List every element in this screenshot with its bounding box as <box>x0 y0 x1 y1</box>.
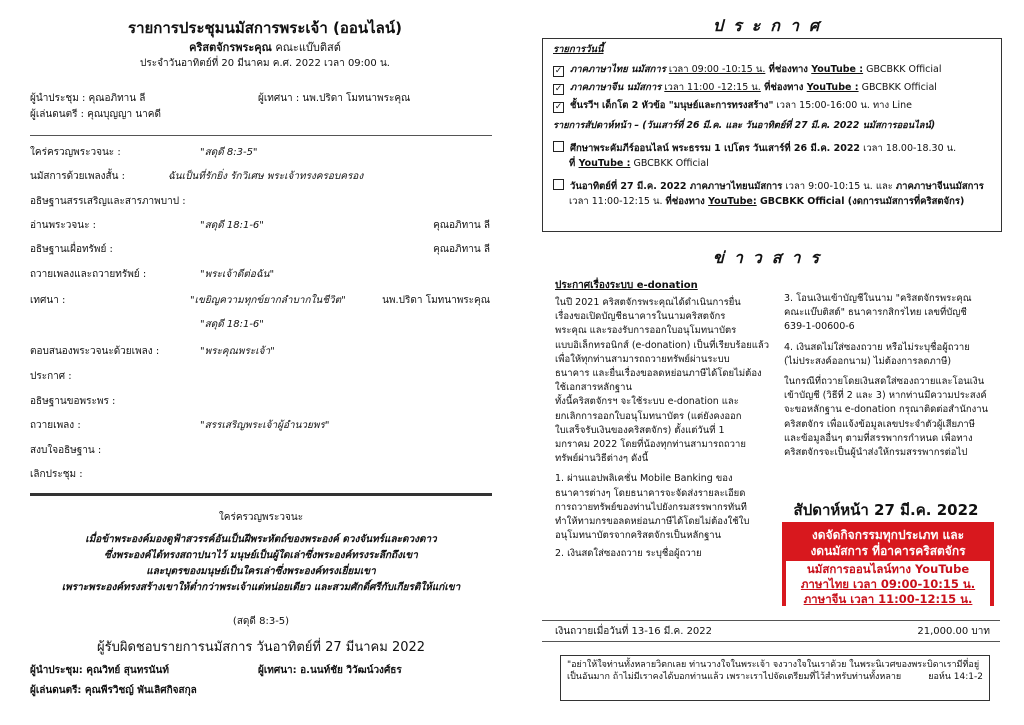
today-item <box>553 63 993 77</box>
notice-online: นมัสการออนไลน์ทาง YouTube <box>806 562 970 576</box>
unchecked-box-icon <box>553 141 564 152</box>
church-name-bold: คริสตจักรพระคุณ <box>189 41 272 54</box>
church-name-suffix: คณะแบ๊บติสต์ <box>271 41 341 54</box>
order-row <box>30 395 490 409</box>
today-item-via: ที่ช่องทาง <box>765 64 812 75</box>
next-item <box>553 141 993 156</box>
edonation-text-line: 639-1-00600-6 <box>784 321 855 333</box>
order-item-detail: ฉันเป็นที่รักยิ่ง รักวิเศษ พระเจ้าทรงครอบครอง <box>168 171 364 182</box>
edonation-text-line: 2. เงินสดใส่ซองถวาย ระบุชื่อผู้ถวาย <box>555 548 702 560</box>
next-leader: ผู้นำประชุม: คุณวิทย์ สุนทรนันท์ <box>30 665 169 676</box>
edonation-column-2 <box>784 292 998 460</box>
order-item-person: คุณอภิทาน ลี <box>433 220 490 231</box>
order-item-detail: "พระคุณพระเจ้า" <box>200 346 275 357</box>
order-item-detail: "สดุดี 8:3-5" <box>200 147 258 158</box>
church-name <box>40 38 490 56</box>
edonation-text-line: เพื่อให้ทุกท่านสามารถถวายทรัพย์ผ่านระบบ <box>555 353 730 365</box>
order-item-label: สงบใจอธิษฐาน : <box>30 445 102 456</box>
order-item-label: ใคร่ครวญพระวจนะ : <box>30 147 121 158</box>
edonation-text-line: ในปี 2021 คริสตจักรพระคุณได้ดำเนินการยื่น <box>555 297 741 308</box>
next-item-line <box>569 157 1009 171</box>
edonation-text-line: ธนาคาร และยื่นเรื่องขอลดหย่อนภาษีได้โดยไม่ต้อง <box>555 368 762 380</box>
edonation-text-line: (ไม่ประสงค์ออกนาม) ไม่ต้องการลดภาษี) <box>784 355 952 367</box>
notice-line: งดจัดกิจกรรมทุกประเภท และ <box>811 528 965 542</box>
order-item-person: คุณอภิทาน ลี <box>433 244 490 255</box>
divider <box>542 641 1000 642</box>
checked-box-icon: ✓ <box>554 66 563 76</box>
next-week-heading: ผู้รับผิดชอบรายการนมัสการ วันอาทิตย์ที่ 27 มีนาคม 2022 <box>96 640 426 655</box>
order-item-label: เลิกประชุม : <box>30 469 83 480</box>
today-item-via: ที่ช่องทาง <box>760 82 807 93</box>
order-item-label: อธิษฐานขอพระพร : <box>30 396 116 407</box>
leader-label: ผู้นำประชุม : คุณอภิทาน ลี <box>30 93 146 104</box>
edonation-text-line: ทำให้ทามกรขอลดหย่อนภาษีได้โดยไม่ต้องใช้ใบ <box>555 516 750 528</box>
edonation-text-line: อนุโมทนาบัตรจากคริสตจักรเป็นหลักฐาน <box>555 530 722 542</box>
checked-box-icon: ✓ <box>554 102 563 112</box>
divider <box>542 620 1000 621</box>
next-item-title: ศึกษาพระคัมภีร์ออนไลน์ พระธรรม 1 เปโตร วันเสาร์ที่ 26 มี.ค. 2022 <box>570 143 861 154</box>
next-item-youtube: YouTube : <box>578 158 631 169</box>
edonation-text-line: ธนาคารต่างๆ โดยธนาคารจะจัดส่งรายละเอียด <box>555 487 746 499</box>
today-item <box>553 99 993 113</box>
next-week-date: สัปดาห์หน้า 27 มี.ค. 2022 <box>793 501 979 519</box>
order-item-person: นพ.ปริดา โมทนาพระคุณ <box>382 295 490 306</box>
leader-row <box>30 92 490 106</box>
today-item-title: ภาคภาษาไทย นมัสการ <box>570 64 666 75</box>
edonation-text-line: ใบเสร็จรับเงินของคริสตจักร) ตั้งแต่วันที่ 1 <box>555 424 725 436</box>
order-row <box>30 243 490 257</box>
order-row <box>30 195 490 209</box>
bottom-verse-text: "อย่าให้ใจท่านทั้งหลายวิตกเลย ท่านวางใจในพระเจ้า จงวางใจในเราด้วย ในพระนิเวศของพระบิดาเรามีที่อยู่เป็นอันมาก ถ้าไม่มีเราคงได้บอกท่านแล้ว เพราะเราไปจัดเตรียมที่ไว้สำหรับท่านทั้งหลาย <box>567 660 980 682</box>
order-row <box>30 419 490 433</box>
next-item-time: เวลา 18.00-18.30 น. <box>860 143 957 154</box>
order-item-label: นมัสการด้วยเพลงสั้น : <box>30 171 126 182</box>
order-row <box>30 268 490 282</box>
order-row <box>30 219 490 233</box>
cancellation-notice <box>782 522 994 606</box>
offering-amount: 21,000.00 บาท <box>917 626 990 637</box>
edonation-text-line: ยกเลิกการออกใบอนุโมทนาบัตร (แต่ยังคงออก <box>555 410 742 422</box>
edonation-text-line: 1. ผ่านแอปพลิเคชั่น Mobile Banking ของ <box>555 473 733 485</box>
verse-reference: (สดุดี 8:3-5) <box>232 616 290 627</box>
next-item-line <box>569 195 1009 209</box>
edonation-text-line: คณะแบ๊บติสต์" ธนาคารกสิกรไทย เลขที่บัญชี <box>784 307 967 319</box>
today-item-time: เวลา 09:00 -10:15 น. <box>668 64 766 75</box>
edonation-text-line: คริสตจักรจะเป็นผู้นำส่งให้กรมสรรพากรต่อไป <box>784 447 968 459</box>
notice-line: งดนมัสการ ที่อาคารคริสตจักร <box>810 544 966 558</box>
today-item <box>553 81 993 95</box>
edonation-text-line: ทั้งนี้คริสตจักรฯ จะใช้ระบบ e-donation และ <box>555 396 739 408</box>
order-row <box>30 318 490 332</box>
edonation-column-1 <box>555 296 775 562</box>
edonation-text-line: มกราคม 2022 โดยที่น้องทุกท่านสามารถถวาย <box>555 439 746 451</box>
edonation-text-line: 3. โอนเงินเข้าบัญชีในนาม "คริสตจักรพระคุณ <box>784 293 972 304</box>
next-week-label: รายการสัปดาห์หน้า – (วันเสาร์ที่ 26 มี.ค. และ วันอาทิตย์ที่ 27 มี.ค. 2022 นมัสการออนไลน์) <box>553 120 936 131</box>
unchecked-box-icon <box>553 179 564 190</box>
announcement-heading: ประกาศ <box>712 16 830 35</box>
next-item-time: เวลา 11:00-12:15 น. <box>569 196 666 207</box>
today-item-channel: GBCBKK Official <box>863 64 942 75</box>
edonation-text-line: 4. เงินสดไม่ใส่ซองถวาย หรือไม่ระบุชื่อผู้ถวาย <box>784 341 970 353</box>
order-row <box>30 468 490 482</box>
verse-heading: ใคร่ครวญพระวจนะ <box>218 512 304 523</box>
order-row <box>30 170 490 184</box>
next-musician: ผู้เล่นดนตรี: คุณพีรวิชญ์ พันเลิศกิจสกุล <box>30 685 197 696</box>
today-item-youtube: YouTube : <box>806 82 859 93</box>
verse-line: ซึ่งพระองค์ได้ทรงสถาปนาไว้ มนุษย์เป็นผู้ใดเล่าซึ่งพระองค์ทรงระลึกถึงเขา <box>104 550 418 561</box>
order-row <box>30 444 490 458</box>
notice-thai-time: ภาษาไทย เวลา 09:00-10:15 น. <box>800 577 976 591</box>
order-row <box>30 294 490 308</box>
edonation-text-line: เรื่องขอเปิดบัญชีธนาคารในนามคริสตจักร <box>555 311 726 323</box>
next-item-title-chinese: ภาคภาษาจีนนมัสการ <box>895 181 984 192</box>
next-item-time: เวลา 9:00-10:15 น. และ <box>782 181 896 192</box>
order-item-label: อธิษฐานสรรเสริญและสารภาพบาป : <box>30 196 186 207</box>
today-item-detail: เวลา 15:00-16:00 น. ทาง Line <box>773 100 912 111</box>
edonation-text-line: เข้าบัญชี (วิธีที่ 2 และ 3) หากท่านมีความประสงค์ <box>784 390 987 402</box>
next-item-channel: GBCBKK Official (งดการนมัสการที่คริสตจักร) <box>756 196 965 207</box>
order-item-label: ประกาศ : <box>30 371 72 382</box>
divider-thick <box>30 493 492 496</box>
musician-row <box>30 108 490 122</box>
next-item-via: ที่ช่องทาง <box>665 196 709 207</box>
order-item-detail: "เขยิญความทุกข์ยากลำบากในชีวิต" <box>190 295 346 306</box>
order-item-detail: "พระเจ้าดีต่อฉัน" <box>200 269 275 280</box>
next-item-title: วันอาทิตย์ที่ 27 มี.ค. 2022 ภาคภาษาไทยนมัสการ <box>570 181 783 192</box>
service-date: ประจำวันอาทิตย์ที่ 20 มีนาคม ค.ศ. 2022 เวลา 09:00 น. <box>140 58 390 69</box>
today-item-channel: GBCBKK Official <box>858 82 937 93</box>
edonation-text-line: จะขอหลักฐาน e-donation กรุณาติดต่อสำนักงาน <box>784 404 989 416</box>
order-row <box>30 146 490 160</box>
next-item <box>553 179 993 194</box>
musician-label: ผู้เล่นดนตรี : คุณบุญญา นาคดี <box>30 109 161 120</box>
edonation-text-line: พระคุณ และรองรับการออกใบอนุโมทนาบัตร <box>555 325 737 337</box>
next-item-channel: GBCBKK Official <box>630 158 709 169</box>
verse-line: เมื่อข้าพระองค์มองดูฟ้าสวรรค์อันเป็นฝีพระหัตถ์ของพระองค์ ดวงจันทร์และดวงดาว <box>85 534 437 545</box>
order-item-label: ถวายเพลง : <box>30 420 81 431</box>
checked-box-icon: ✓ <box>554 84 563 94</box>
edonation-text-line: ในกรณีที่ถวายโดยเงินสดใส่ซองถวายและโอนเงิน <box>784 376 985 388</box>
service-title: รายการประชุมนมัสการพระเจ้า (ออนไลน์) <box>128 19 402 37</box>
today-item-title: ภาคภาษาจีน นมัสการ <box>570 82 662 93</box>
notice-chinese-time: ภาษาจีน เวลา 11:00-12:15 น. <box>803 592 973 606</box>
today-item-youtube: YouTube : <box>811 64 864 75</box>
order-row <box>30 345 490 359</box>
order-item-label: อธิษฐานเผื่อทรัพย์ : <box>30 244 113 255</box>
next-item-prefix: ที่ <box>569 158 579 169</box>
order-item-label: ถวายเพลงและถวายทรัพย์ : <box>30 269 147 280</box>
order-item-label: อ่านพระวจนะ : <box>30 220 97 231</box>
preacher-label: ผู้เทศนา : นพ.ปริดา โมทนาพระคุณ <box>258 93 411 104</box>
today-item-time: เวลา 11:00 -12:15 น. <box>664 82 761 93</box>
next-item-youtube: YouTube: <box>708 196 757 207</box>
divider <box>30 135 492 136</box>
order-item-detail: "สรรเสริญพระเจ้าผู้อำนวยพร" <box>200 420 330 431</box>
edonation-text-line: ทรัพย์ผ่านวิธีต่างๆ ดังนี้ <box>555 453 649 465</box>
edonation-text-line: แบบอิเล็กทรอนิกส์ (e-donation) เป็นที่เรียบร้อยแล้ว <box>555 339 770 351</box>
edonation-text-line: และข้อมูลอื่นๆ ตามที่สรรพากรกำหนด เพื่อทาง <box>784 432 973 444</box>
news-heading: ข่าวสาร <box>712 248 830 267</box>
offering-label: เงินถวายเมื่อวันที่ 13-16 มี.ค. 2022 <box>555 626 713 637</box>
next-preacher: ผู้เทศนา: อ.นนท์ชัย วิวัฒน์วงศ์ธร <box>258 665 402 676</box>
bottom-verse-box <box>560 655 990 701</box>
edonation-text-line: คริสตจักร เพื่อแจ้งข้อมูลเลขประจำตัวผู้เสียภาษี <box>784 418 975 430</box>
today-item-title: ชั้นรวีฯ เด็กโต 2 หัวข้อ "มนุษย์และการทรงสร้าง" <box>570 100 774 111</box>
verse-line: และบุตรของมนุษย์เป็นใครเล่าซึ่งพระองค์ทรงเยี่ยมเขา <box>146 566 376 577</box>
bottom-verse-reference: ยอห์น 14:1-2 <box>928 672 983 682</box>
order-item-label: ตอบสนองพระวจนะด้วยเพลง : <box>30 346 160 357</box>
order-item-detail: "สดุดี 18:1-6" <box>200 220 264 231</box>
order-item-label: เทศนา : <box>30 295 66 306</box>
next-musician-row <box>30 684 490 698</box>
today-label: รายการวันนี้ <box>553 44 604 55</box>
edonation-text-line: ใช้เอกสารหลักฐาน <box>555 382 632 394</box>
edonation-text-line: การถวายทรัพย์ของท่านไปยังกรมสรรพากรทันที <box>555 501 747 513</box>
order-row <box>30 370 490 384</box>
next-leader-row <box>30 664 490 678</box>
announcement-box <box>542 38 1002 232</box>
edonation-title: ประกาศเรื่องระบบ e-donation <box>555 280 698 291</box>
order-item-detail: "สดุดี 18:1-6" <box>200 319 264 330</box>
verse-line: เพราะพระองค์ทรงสร้างเขาให้ต่ำกว่าพระเจ้าแต่หน่อยเดียว และสวมศักดิ์ศรีกับเกียรติให้แก่เขา <box>61 582 461 593</box>
